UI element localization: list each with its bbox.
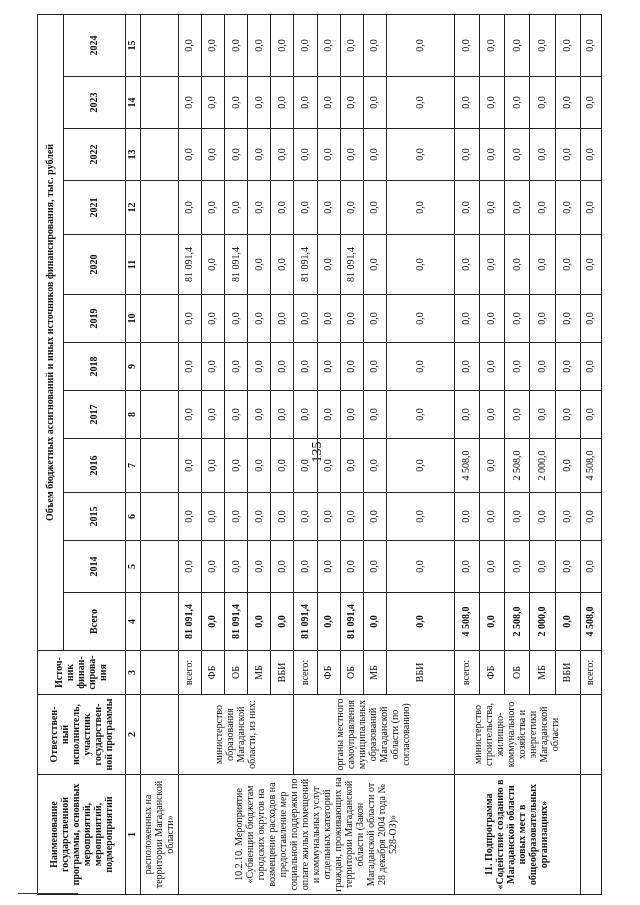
year-value-cell: 0,0 bbox=[580, 129, 601, 181]
year-value-cell: 0,0 bbox=[248, 493, 271, 541]
header-year: 2016 bbox=[64, 439, 126, 493]
header-row-top bbox=[38, 14, 64, 894]
year-value-cell: 81 091,4 bbox=[224, 235, 247, 295]
year-value-cell: 0,0 bbox=[294, 493, 317, 541]
index-cell: 10 bbox=[126, 295, 141, 343]
year-value-cell: 0,0 bbox=[363, 541, 386, 593]
year-value-cell: 0,0 bbox=[248, 439, 271, 493]
year-value-cell: 0,0 bbox=[387, 439, 455, 493]
year-value-cell: 0,0 bbox=[387, 295, 455, 343]
header-year: 2019 bbox=[64, 295, 126, 343]
year-value-cell: 0,0 bbox=[530, 235, 555, 295]
year-value-cell: 0,0 bbox=[363, 77, 386, 129]
header-year: 2024 bbox=[64, 14, 126, 76]
year-value-cell: 0,0 bbox=[505, 343, 530, 391]
year-value-cell: 0,0 bbox=[201, 493, 224, 541]
index-cell: 9 bbox=[126, 343, 141, 391]
year-value-cell: 0,0 bbox=[530, 541, 555, 593]
year-value-cell: 0,0 bbox=[580, 541, 601, 593]
year-value-cell: 0,0 bbox=[178, 391, 201, 439]
empty-cell bbox=[140, 593, 178, 651]
year-value-cell: 0,0 bbox=[580, 77, 601, 129]
year-value-cell: 0,0 bbox=[317, 14, 340, 76]
source-cell: ОБ bbox=[340, 651, 363, 695]
source-cell: ВБИ bbox=[387, 651, 455, 695]
year-value-cell: 0,0 bbox=[248, 391, 271, 439]
year-value-cell: 0,0 bbox=[294, 295, 317, 343]
header-funding-group: Объем бюджетных ассигнований и иных источников финансирования, тыс. рублей bbox=[38, 14, 64, 650]
year-value-cell: 81 091,4 bbox=[294, 235, 317, 295]
total-cell: 0,0 bbox=[555, 593, 580, 651]
year-value-cell: 0,0 bbox=[294, 541, 317, 593]
empty-cell bbox=[140, 695, 178, 775]
year-value-cell: 0,0 bbox=[340, 541, 363, 593]
year-value-cell: 0,0 bbox=[387, 77, 455, 129]
year-value-cell: 0,0 bbox=[580, 493, 601, 541]
year-value-cell: 0,0 bbox=[479, 77, 504, 129]
year-value-cell: 0,0 bbox=[271, 235, 294, 295]
footnote-line bbox=[18, 893, 78, 894]
year-value-cell: 0,0 bbox=[505, 295, 530, 343]
year-value-cell: 0,0 bbox=[580, 235, 601, 295]
continuation-name: расположенных на территории Магаданской области» bbox=[140, 775, 178, 895]
source-cell: ОБ bbox=[505, 651, 530, 695]
year-value-cell: 0,0 bbox=[530, 129, 555, 181]
rotated-table-container bbox=[37, 15, 602, 895]
year-value-cell: 0,0 bbox=[201, 391, 224, 439]
source-cell: всего: bbox=[454, 651, 479, 695]
data-row bbox=[178, 14, 201, 894]
header-year: 2021 bbox=[64, 181, 126, 235]
year-value-cell: 0,0 bbox=[178, 181, 201, 235]
year-value-cell: 0,0 bbox=[530, 493, 555, 541]
year-value-cell: 0,0 bbox=[555, 181, 580, 235]
year-value-cell: 0,0 bbox=[454, 493, 479, 541]
year-value-cell: 0,0 bbox=[555, 235, 580, 295]
year-value-cell: 0,0 bbox=[555, 541, 580, 593]
year-value-cell: 0,0 bbox=[248, 343, 271, 391]
year-value-cell: 0,0 bbox=[454, 391, 479, 439]
year-value-cell: 0,0 bbox=[555, 391, 580, 439]
responsible-construction-ministry: министерство строительства, жилищно-коммунального хозяйства и энергетики Магаданской области bbox=[454, 695, 580, 775]
year-value-cell: 0,0 bbox=[271, 343, 294, 391]
index-cell: 12 bbox=[126, 181, 141, 235]
year-value-cell: 0,0 bbox=[454, 541, 479, 593]
year-value-cell: 0,0 bbox=[294, 181, 317, 235]
total-cell: 81 091,4 bbox=[178, 593, 201, 651]
continuation-row bbox=[140, 14, 178, 894]
year-value-cell: 0,0 bbox=[178, 14, 201, 76]
index-cell: 15 bbox=[126, 14, 141, 76]
empty-cell bbox=[140, 541, 178, 593]
year-value-cell: 0,0 bbox=[580, 343, 601, 391]
year-value-cell: 0,0 bbox=[387, 541, 455, 593]
year-value-cell: 0,0 bbox=[178, 493, 201, 541]
year-value-cell: 0,0 bbox=[201, 14, 224, 76]
year-value-cell: 0,0 bbox=[248, 181, 271, 235]
year-value-cell: 0,0 bbox=[479, 235, 504, 295]
year-value-cell: 0,0 bbox=[224, 391, 247, 439]
index-cell: 14 bbox=[126, 77, 141, 129]
year-value-cell: 0,0 bbox=[580, 181, 601, 235]
year-value-cell: 0,0 bbox=[294, 77, 317, 129]
year-value-cell: 0,0 bbox=[340, 391, 363, 439]
year-value-cell: 0,0 bbox=[271, 181, 294, 235]
year-value-cell: 0,0 bbox=[224, 77, 247, 129]
year-value-cell: 0,0 bbox=[555, 129, 580, 181]
empty-cell bbox=[140, 295, 178, 343]
year-value-cell: 0,0 bbox=[363, 235, 386, 295]
year-value-cell: 0,0 bbox=[363, 343, 386, 391]
empty-cell bbox=[140, 77, 178, 129]
year-value-cell: 0,0 bbox=[224, 295, 247, 343]
year-value-cell: 0,0 bbox=[363, 129, 386, 181]
year-value-cell: 0,0 bbox=[248, 235, 271, 295]
index-cell: 7 bbox=[126, 439, 141, 493]
year-value-cell: 0,0 bbox=[387, 129, 455, 181]
empty-cell bbox=[140, 14, 178, 76]
header-year: 2017 bbox=[64, 391, 126, 439]
index-cell: 2 bbox=[126, 695, 141, 775]
index-cell: 4 bbox=[126, 593, 141, 651]
year-value-cell: 0,0 bbox=[479, 343, 504, 391]
year-value-cell: 0,0 bbox=[271, 541, 294, 593]
year-value-cell: 0,0 bbox=[178, 77, 201, 129]
total-cell: 0,0 bbox=[201, 593, 224, 651]
year-value-cell: 0,0 bbox=[317, 77, 340, 129]
year-value-cell: 0,0 bbox=[201, 129, 224, 181]
total-cell: 0,0 bbox=[271, 593, 294, 651]
year-value-cell: 0,0 bbox=[580, 14, 601, 76]
year-value-cell: 0,0 bbox=[479, 541, 504, 593]
empty-cell bbox=[140, 493, 178, 541]
year-value-cell: 0,0 bbox=[555, 343, 580, 391]
year-value-cell: 0,0 bbox=[479, 129, 504, 181]
year-value-cell: 0,0 bbox=[340, 14, 363, 76]
empty-cell bbox=[140, 129, 178, 181]
empty-cell bbox=[140, 651, 178, 695]
year-value-cell: 0,0 bbox=[530, 295, 555, 343]
year-value-cell: 0,0 bbox=[271, 295, 294, 343]
year-value-cell: 0,0 bbox=[505, 391, 530, 439]
year-value-cell: 0,0 bbox=[201, 541, 224, 593]
year-value-cell: 0,0 bbox=[317, 181, 340, 235]
total-cell: 81 091,4 bbox=[224, 593, 247, 651]
year-value-cell: 0,0 bbox=[271, 391, 294, 439]
year-value-cell: 0,0 bbox=[201, 343, 224, 391]
block2-body bbox=[454, 14, 580, 894]
year-value-cell: 0,0 bbox=[201, 181, 224, 235]
empty-cell bbox=[140, 391, 178, 439]
year-value-cell: 0,0 bbox=[271, 493, 294, 541]
year-value-cell: 0,0 bbox=[454, 14, 479, 76]
total-cell: 81 091,4 bbox=[340, 593, 363, 651]
year-value-cell: 4 508,0 bbox=[454, 439, 479, 493]
year-value-cell: 0,0 bbox=[505, 235, 530, 295]
year-value-cell: 0,0 bbox=[178, 295, 201, 343]
year-value-cell: 0,0 bbox=[294, 343, 317, 391]
year-value-cell: 0,0 bbox=[387, 14, 455, 76]
source-cell: всего: bbox=[294, 651, 317, 695]
header-name: Наименование государственной программы, основных мероприятий, мероприятий, подмероприятий bbox=[38, 775, 126, 895]
year-value-cell: 0,0 bbox=[555, 14, 580, 76]
year-value-cell: 0,0 bbox=[178, 439, 201, 493]
year-value-cell: 0,0 bbox=[454, 295, 479, 343]
data-row bbox=[580, 14, 601, 894]
year-value-cell: 0,0 bbox=[294, 129, 317, 181]
year-value-cell: 0,0 bbox=[248, 129, 271, 181]
year-value-cell: 0,0 bbox=[317, 235, 340, 295]
year-value-cell: 0,0 bbox=[363, 391, 386, 439]
year-value-cell: 0,0 bbox=[294, 14, 317, 76]
year-value-cell: 0,0 bbox=[505, 181, 530, 235]
year-value-cell: 0,0 bbox=[555, 493, 580, 541]
year-value-cell: 0,0 bbox=[580, 295, 601, 343]
block1-body bbox=[178, 14, 454, 894]
year-value-cell: 0,0 bbox=[454, 181, 479, 235]
header-year: 2018 bbox=[64, 343, 126, 391]
year-value-cell: 0,0 bbox=[363, 14, 386, 76]
block3-body bbox=[580, 14, 601, 894]
year-value-cell: 0,0 bbox=[317, 493, 340, 541]
year-value-cell: 0,0 bbox=[530, 391, 555, 439]
empty-cell bbox=[140, 181, 178, 235]
year-value-cell: 0,0 bbox=[505, 14, 530, 76]
year-value-cell: 0,0 bbox=[454, 235, 479, 295]
header-total: Всего bbox=[64, 593, 126, 651]
index-cell: 5 bbox=[126, 541, 141, 593]
year-value-cell: 0,0 bbox=[363, 181, 386, 235]
year-value-cell: 0,0 bbox=[580, 391, 601, 439]
year-value-cell: 0,0 bbox=[340, 181, 363, 235]
year-value-cell: 0,0 bbox=[387, 235, 455, 295]
total-cell: 4 508,0 bbox=[580, 593, 601, 651]
data-row bbox=[454, 14, 479, 894]
total-cell: 0,0 bbox=[317, 593, 340, 651]
year-value-cell: 0,0 bbox=[271, 129, 294, 181]
source-cell: ВБИ bbox=[555, 651, 580, 695]
year-value-cell: 0,0 bbox=[505, 129, 530, 181]
year-value-cell: 0,0 bbox=[178, 343, 201, 391]
year-value-cell: 0,0 bbox=[201, 77, 224, 129]
total-cell: 2 000,0 bbox=[530, 593, 555, 651]
year-value-cell: 0,0 bbox=[479, 391, 504, 439]
year-value-cell: 0,0 bbox=[340, 343, 363, 391]
year-value-cell: 0,0 bbox=[340, 129, 363, 181]
index-cell: 8 bbox=[126, 391, 141, 439]
year-value-cell: 0,0 bbox=[271, 14, 294, 76]
year-value-cell: 0,0 bbox=[479, 295, 504, 343]
year-value-cell: 0,0 bbox=[248, 541, 271, 593]
year-value-cell: 0,0 bbox=[248, 14, 271, 76]
year-value-cell: 0,0 bbox=[248, 77, 271, 129]
year-value-cell: 0,0 bbox=[530, 77, 555, 129]
year-value-cell: 0,0 bbox=[454, 129, 479, 181]
year-value-cell: 0,0 bbox=[454, 77, 479, 129]
index-cell: 11 bbox=[126, 235, 141, 295]
year-value-cell: 0,0 bbox=[530, 181, 555, 235]
year-value-cell: 0,0 bbox=[178, 129, 201, 181]
year-value-cell: 0,0 bbox=[530, 343, 555, 391]
year-value-cell: 0,0 bbox=[201, 439, 224, 493]
empty-resp-cell bbox=[580, 695, 601, 775]
year-value-cell: 0,0 bbox=[387, 343, 455, 391]
year-value-cell: 0,0 bbox=[555, 77, 580, 129]
year-value-cell: 0,0 bbox=[224, 181, 247, 235]
year-value-cell: 0,0 bbox=[479, 493, 504, 541]
data-row bbox=[294, 14, 317, 894]
year-value-cell: 0,0 bbox=[317, 541, 340, 593]
year-value-cell: 0,0 bbox=[317, 439, 340, 493]
year-value-cell: 0,0 bbox=[317, 343, 340, 391]
year-value-cell: 0,0 bbox=[294, 439, 317, 493]
measure-name: 10.2.10. Мероприятие «Субвенции бюджетам городских округов на возмещение расходов на предоставление мер социальной поддержки по оплате жилых помещений и коммунальных услуг отдельных категорий граждан, проживающих на территории Магаданской области (Закон Магаданской области от 28 декабря 2004 года № 528-ОЗ)» bbox=[178, 775, 454, 895]
year-value-cell: 0,0 bbox=[505, 493, 530, 541]
source-cell: ФБ bbox=[201, 651, 224, 695]
source-cell: МБ bbox=[363, 651, 386, 695]
source-cell: МБ bbox=[530, 651, 555, 695]
subprogram-name: 11. Подпрограмма «Содействие созданию в Магаданской области новых мест в общеобразовательных организациях» bbox=[454, 775, 580, 895]
year-value-cell: 0,0 bbox=[317, 295, 340, 343]
year-value-cell: 0,0 bbox=[454, 343, 479, 391]
index-cell: 3 bbox=[126, 651, 141, 695]
index-cell: 6 bbox=[126, 493, 141, 541]
page-number: 135 bbox=[310, 441, 325, 463]
index-cell: 1 bbox=[126, 775, 141, 895]
total-cell: 81 091,4 bbox=[294, 593, 317, 651]
header-year: 2020 bbox=[64, 235, 126, 295]
year-value-cell: 81 091,4 bbox=[340, 235, 363, 295]
year-value-cell: 0,0 bbox=[340, 295, 363, 343]
year-value-cell: 0,0 bbox=[178, 541, 201, 593]
total-cell: 0,0 bbox=[387, 593, 455, 651]
empty-cell bbox=[140, 439, 178, 493]
year-value-cell: 0,0 bbox=[479, 14, 504, 76]
total-cell: 0,0 bbox=[363, 593, 386, 651]
year-value-cell: 0,0 bbox=[530, 14, 555, 76]
year-value-cell: 0,0 bbox=[271, 77, 294, 129]
responsible-local-authorities: органы местного самоуправления муниципальных образований Магаданской области (по согласованию) bbox=[294, 695, 454, 775]
year-value-cell: 0,0 bbox=[317, 129, 340, 181]
year-value-cell: 0,0 bbox=[479, 181, 504, 235]
total-cell: 0,0 bbox=[248, 593, 271, 651]
total-cell: 2 508,0 bbox=[505, 593, 530, 651]
year-value-cell: 0,0 bbox=[340, 77, 363, 129]
header-source: Источ-ник финан-сирова-ния bbox=[38, 651, 126, 695]
source-cell: ВБИ bbox=[271, 651, 294, 695]
source-cell: всего: bbox=[580, 651, 601, 695]
empty-cell bbox=[140, 235, 178, 295]
year-value-cell: 0,0 bbox=[317, 391, 340, 439]
year-value-cell: 0,0 bbox=[248, 295, 271, 343]
header-year: 2015 bbox=[64, 493, 126, 541]
year-value-cell: 0,0 bbox=[505, 541, 530, 593]
source-cell: всего: bbox=[178, 651, 201, 695]
year-value-cell: 81 091,4 bbox=[178, 235, 201, 295]
year-value-cell: 0,0 bbox=[224, 129, 247, 181]
header-year: 2023 bbox=[64, 77, 126, 129]
year-value-cell: 0,0 bbox=[555, 295, 580, 343]
total-cell: 4 508,0 bbox=[454, 593, 479, 651]
empty-name-cell bbox=[580, 775, 601, 895]
year-value-cell: 0,0 bbox=[363, 295, 386, 343]
index-cell: 13 bbox=[126, 129, 141, 181]
year-value-cell: 2 000,0 bbox=[530, 439, 555, 493]
year-value-cell: 0,0 bbox=[224, 439, 247, 493]
header-year: 2014 bbox=[64, 541, 126, 593]
year-value-cell: 0,0 bbox=[363, 439, 386, 493]
source-cell: ФБ bbox=[479, 651, 504, 695]
year-value-cell: 2 508,0 bbox=[505, 439, 530, 493]
year-value-cell: 0,0 bbox=[340, 439, 363, 493]
budget-table bbox=[37, 14, 602, 895]
header-year: 2022 bbox=[64, 129, 126, 181]
empty-cell bbox=[140, 343, 178, 391]
year-value-cell: 0,0 bbox=[201, 295, 224, 343]
source-cell: ФБ bbox=[317, 651, 340, 695]
header-responsible: Ответствен-ный исполнитель, участник государствен-ной программы bbox=[38, 695, 126, 775]
year-value-cell: 0,0 bbox=[224, 14, 247, 76]
responsible-ministry: министерство образования Магаданской области, из них: bbox=[178, 695, 294, 775]
year-value-cell: 4 508,0 bbox=[580, 439, 601, 493]
year-value-cell: 0,0 bbox=[387, 391, 455, 439]
total-cell: 0,0 bbox=[479, 593, 504, 651]
year-value-cell: 0,0 bbox=[224, 343, 247, 391]
year-value-cell: 0,0 bbox=[479, 439, 504, 493]
year-value-cell: 0,0 bbox=[387, 493, 455, 541]
year-value-cell: 0,0 bbox=[387, 181, 455, 235]
year-value-cell: 0,0 bbox=[224, 541, 247, 593]
year-value-cell: 0,0 bbox=[340, 493, 363, 541]
year-value-cell: 0,0 bbox=[363, 493, 386, 541]
year-value-cell: 0,0 bbox=[294, 391, 317, 439]
year-value-cell: 0,0 bbox=[201, 235, 224, 295]
index-row bbox=[126, 14, 141, 894]
year-value-cell: 0,0 bbox=[555, 439, 580, 493]
source-cell: ОБ bbox=[224, 651, 247, 695]
year-value-cell: 0,0 bbox=[271, 439, 294, 493]
year-value-cell: 0,0 bbox=[505, 77, 530, 129]
source-cell: МБ bbox=[248, 651, 271, 695]
year-value-cell: 0,0 bbox=[224, 493, 247, 541]
